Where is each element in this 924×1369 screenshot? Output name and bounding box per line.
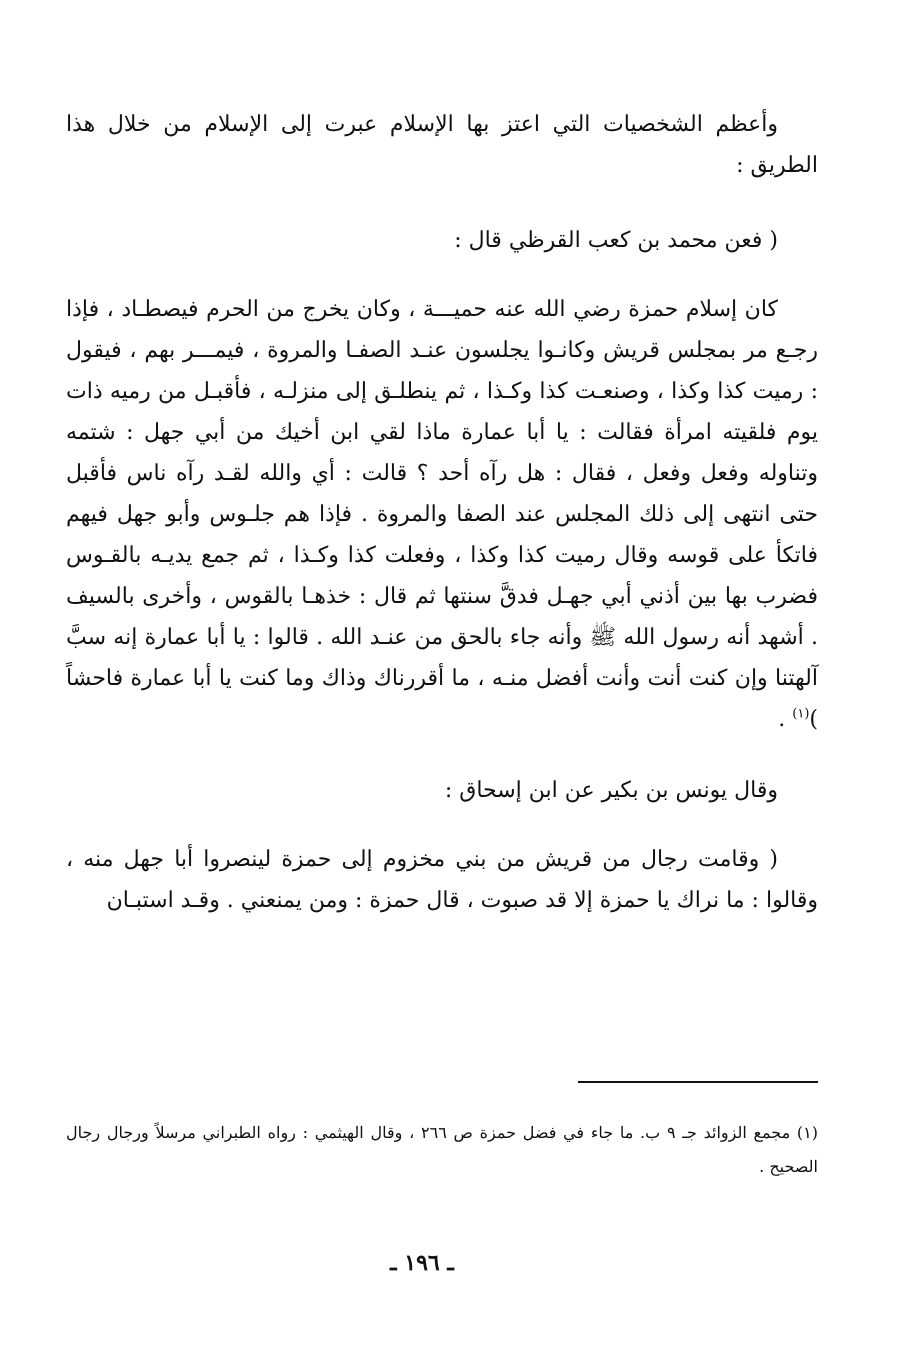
paragraph-narration [66, 289, 818, 740]
footnote: (١) مجمع الزوائد جـ ٩ ب. ما جاء في فضل حمزة ص ٢٦٦ ، وقال الهيثمي : رواه الطبراني مرسلاً ورجال رجال الصحيح . [66, 1123, 819, 1176]
page-number: ـ ١٩٦ ـ [390, 1250, 454, 1276]
paragraph-continuation: ( وقامت رجال من قريش من بني مخزوم إلى حمزة لينصروا أبا جهل منه ، وقالوا : ما نراك يا حمزة إلا قد صبوت ، قال حمزة : ومن يمنعني . وقـد استبـان [66, 847, 818, 913]
paragraph-source: وقال يونس بن بكير عن ابن إسحاق : [444, 778, 778, 803]
narration-end: . [778, 707, 793, 732]
footnote-divider [578, 1081, 818, 1083]
main-text [66, 104, 818, 921]
paragraph-intro: وأعظم الشخصيات التي اعتز بها الإسلام عبرت إلى الإسلام من خلال هذا الطريق : [66, 112, 818, 178]
paragraph-quote-intro: ( فعن محمد بن كعب القرظي قال : [454, 228, 778, 253]
narration-text: كان إسلام حمزة رضي الله عنه حميـــة ، وكان يخرج من الحرم فيصطـاد ، فإذا رجـع مر بمجلس قريش وكانـوا يجلسون عنـد الصفـا والمروة ، فيمـــر بهم ، فيقول : رميت كذا وكذا ، وصنعـت كذا وكـذا ، ثم ينطلـق إلى منزلـه ، فأقبـل من رميه ذات يوم فلقيته امرأة فقالت : يا أبا عمارة ماذا لقي ابن أخيك من أبي جهل : شتمه وتناوله وفعل وفعل ، فقال : هل رآه أحد ؟ قالت : أي والله لقـد رآه ناس فأقبل حتى انتهى إلى ذلك المجلس عند الصفا والمروة . فإذا هم جلـوس وأبو جهل فيهم فاتكأ على قوسه وقال رميت كذا وكذا ، وفعلت كذا وكـذا ، ثم جمع يديـه بالقـوس فضرب بها بين أذني أبي جهـل فدقَّ سنتها ثم قال : خذهـا بالقوس ، وأخرى بالسيف . أشهد أنه رسول الله ﷺ وأنه جاء بالحق من عنـد الله . قالوا : يا أبا عمارة إنه سبَّ آلهتنا وإن كنت أنت وأنت أفضل منـه ، ما أقررناك وذاك وما كنت يا أبا عمارة فاحشاً ) [66, 297, 818, 732]
footnote-marker: (١) [792, 706, 810, 722]
